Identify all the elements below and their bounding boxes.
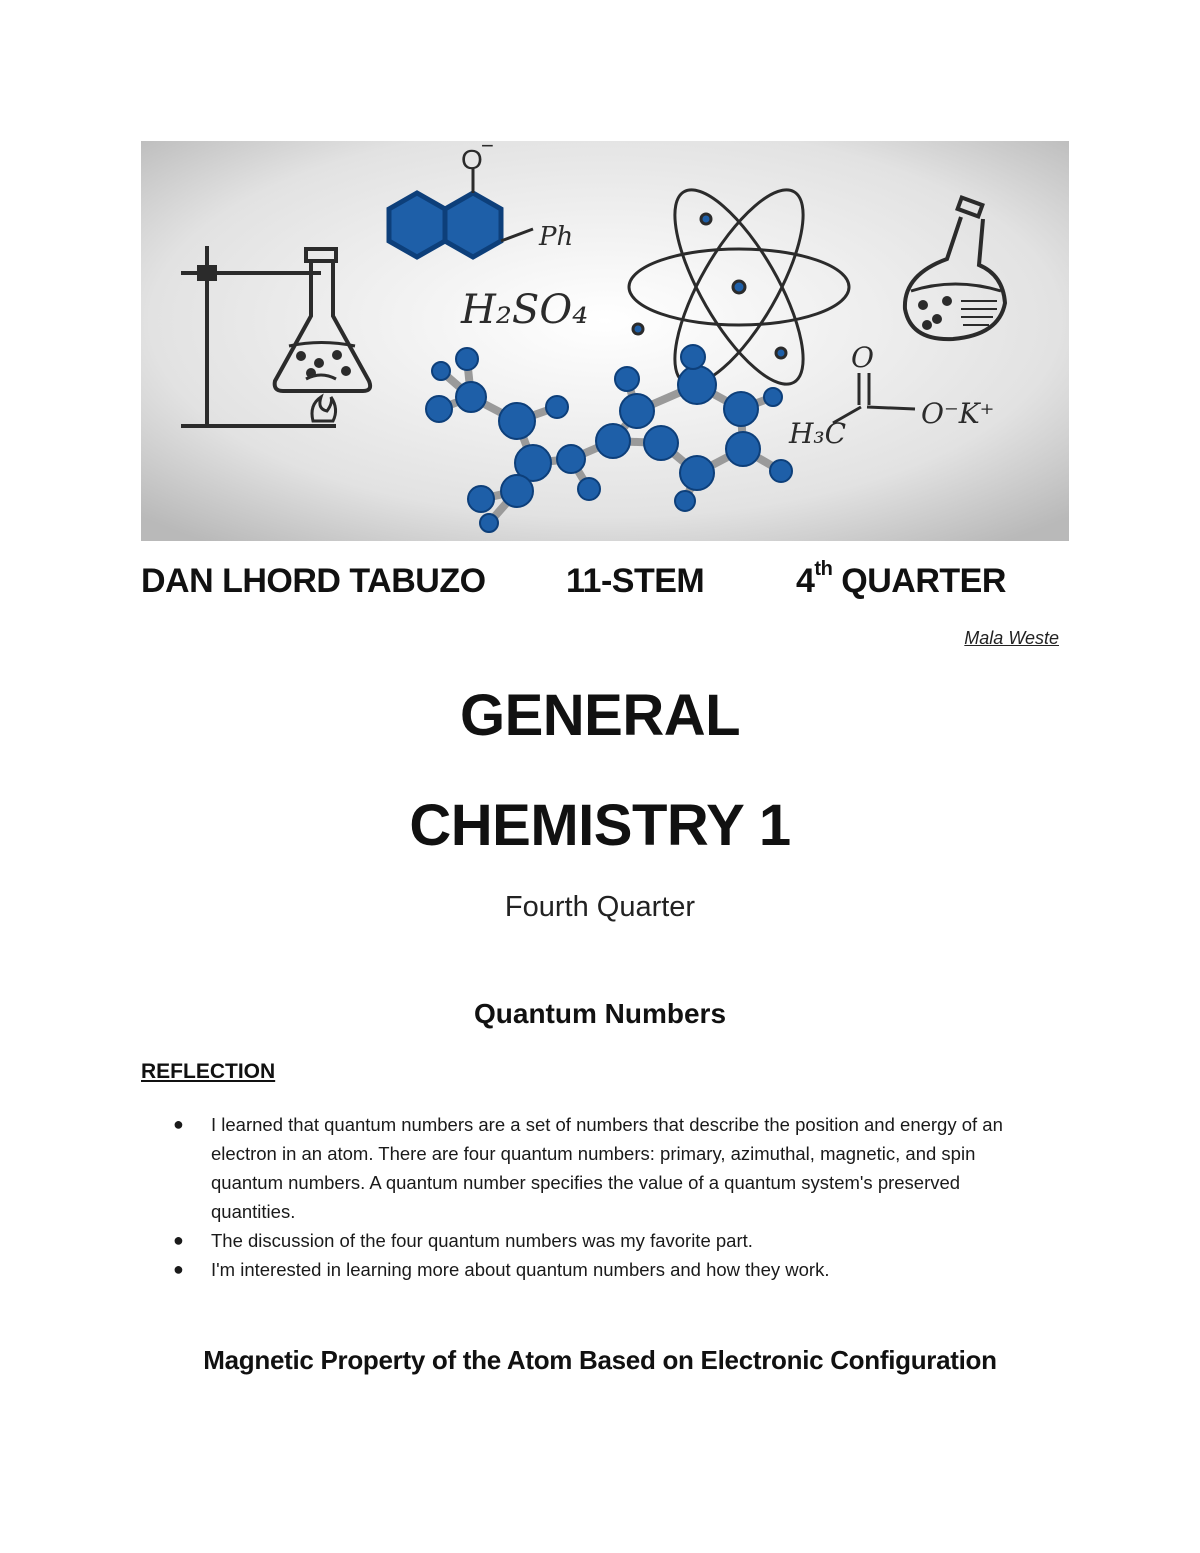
reflection-text: I learned that quantum numbers are a set of numbers that describe the position and energy of an electron in an atom. There are four quantum numbers: primary, azimuthal, magnetic, and spin quantum numbers. A quantum number specifies the value of a quantum system's preserved quantities. <box>211 1114 1003 1222</box>
reflection-text: I'm interested in learning more about quantum numbers and how they work. <box>211 1259 830 1280</box>
oxide-charge-label: − <box>481 141 494 158</box>
bullet-icon: ● <box>173 1114 184 1134</box>
topic-heading: Quantum Numbers <box>473 998 727 1029</box>
page-subtitle: Fourth Quarter <box>504 891 696 923</box>
quarter-suffix: th <box>814 558 833 580</box>
quarter-label <box>796 558 1006 601</box>
list-item <box>141 1226 1041 1255</box>
phenyl-label: Ph <box>539 222 574 252</box>
sulfuric-acid-label: H₂SO₄ <box>461 287 589 333</box>
potassium-salt-label: O⁻K⁺ <box>921 397 995 430</box>
page-title-line-1: GENERAL <box>459 683 741 748</box>
oxide-label: O <box>461 144 483 175</box>
quarter-word: QUARTER <box>841 562 1006 600</box>
student-info-row <box>141 558 1069 608</box>
list-item <box>141 1110 1041 1226</box>
chemistry-banner-image <box>141 141 1069 541</box>
reflection-list <box>141 1110 1041 1284</box>
list-item <box>141 1255 1041 1284</box>
reflection-heading: REFLECTION <box>141 1060 276 1083</box>
student-section: 11-STEM <box>566 562 705 600</box>
section-heading: Magnetic Property of the Atom Based on Electronic Configuration <box>203 1345 997 1375</box>
bullet-icon: ● <box>173 1259 184 1279</box>
student-name: DAN LHORD TABUZO <box>141 562 486 600</box>
methyl-label: H₃C <box>789 417 847 450</box>
signature: Mala Weste <box>964 628 1059 648</box>
page-title-line-2: CHEMISTRY 1 <box>409 793 791 858</box>
quarter-number: 4 <box>796 562 815 600</box>
reflection-text: The discussion of the four quantum numbers was my favorite part. <box>211 1230 753 1251</box>
bullet-icon: ● <box>173 1230 184 1250</box>
carbonyl-oxygen-label: O <box>851 341 874 374</box>
